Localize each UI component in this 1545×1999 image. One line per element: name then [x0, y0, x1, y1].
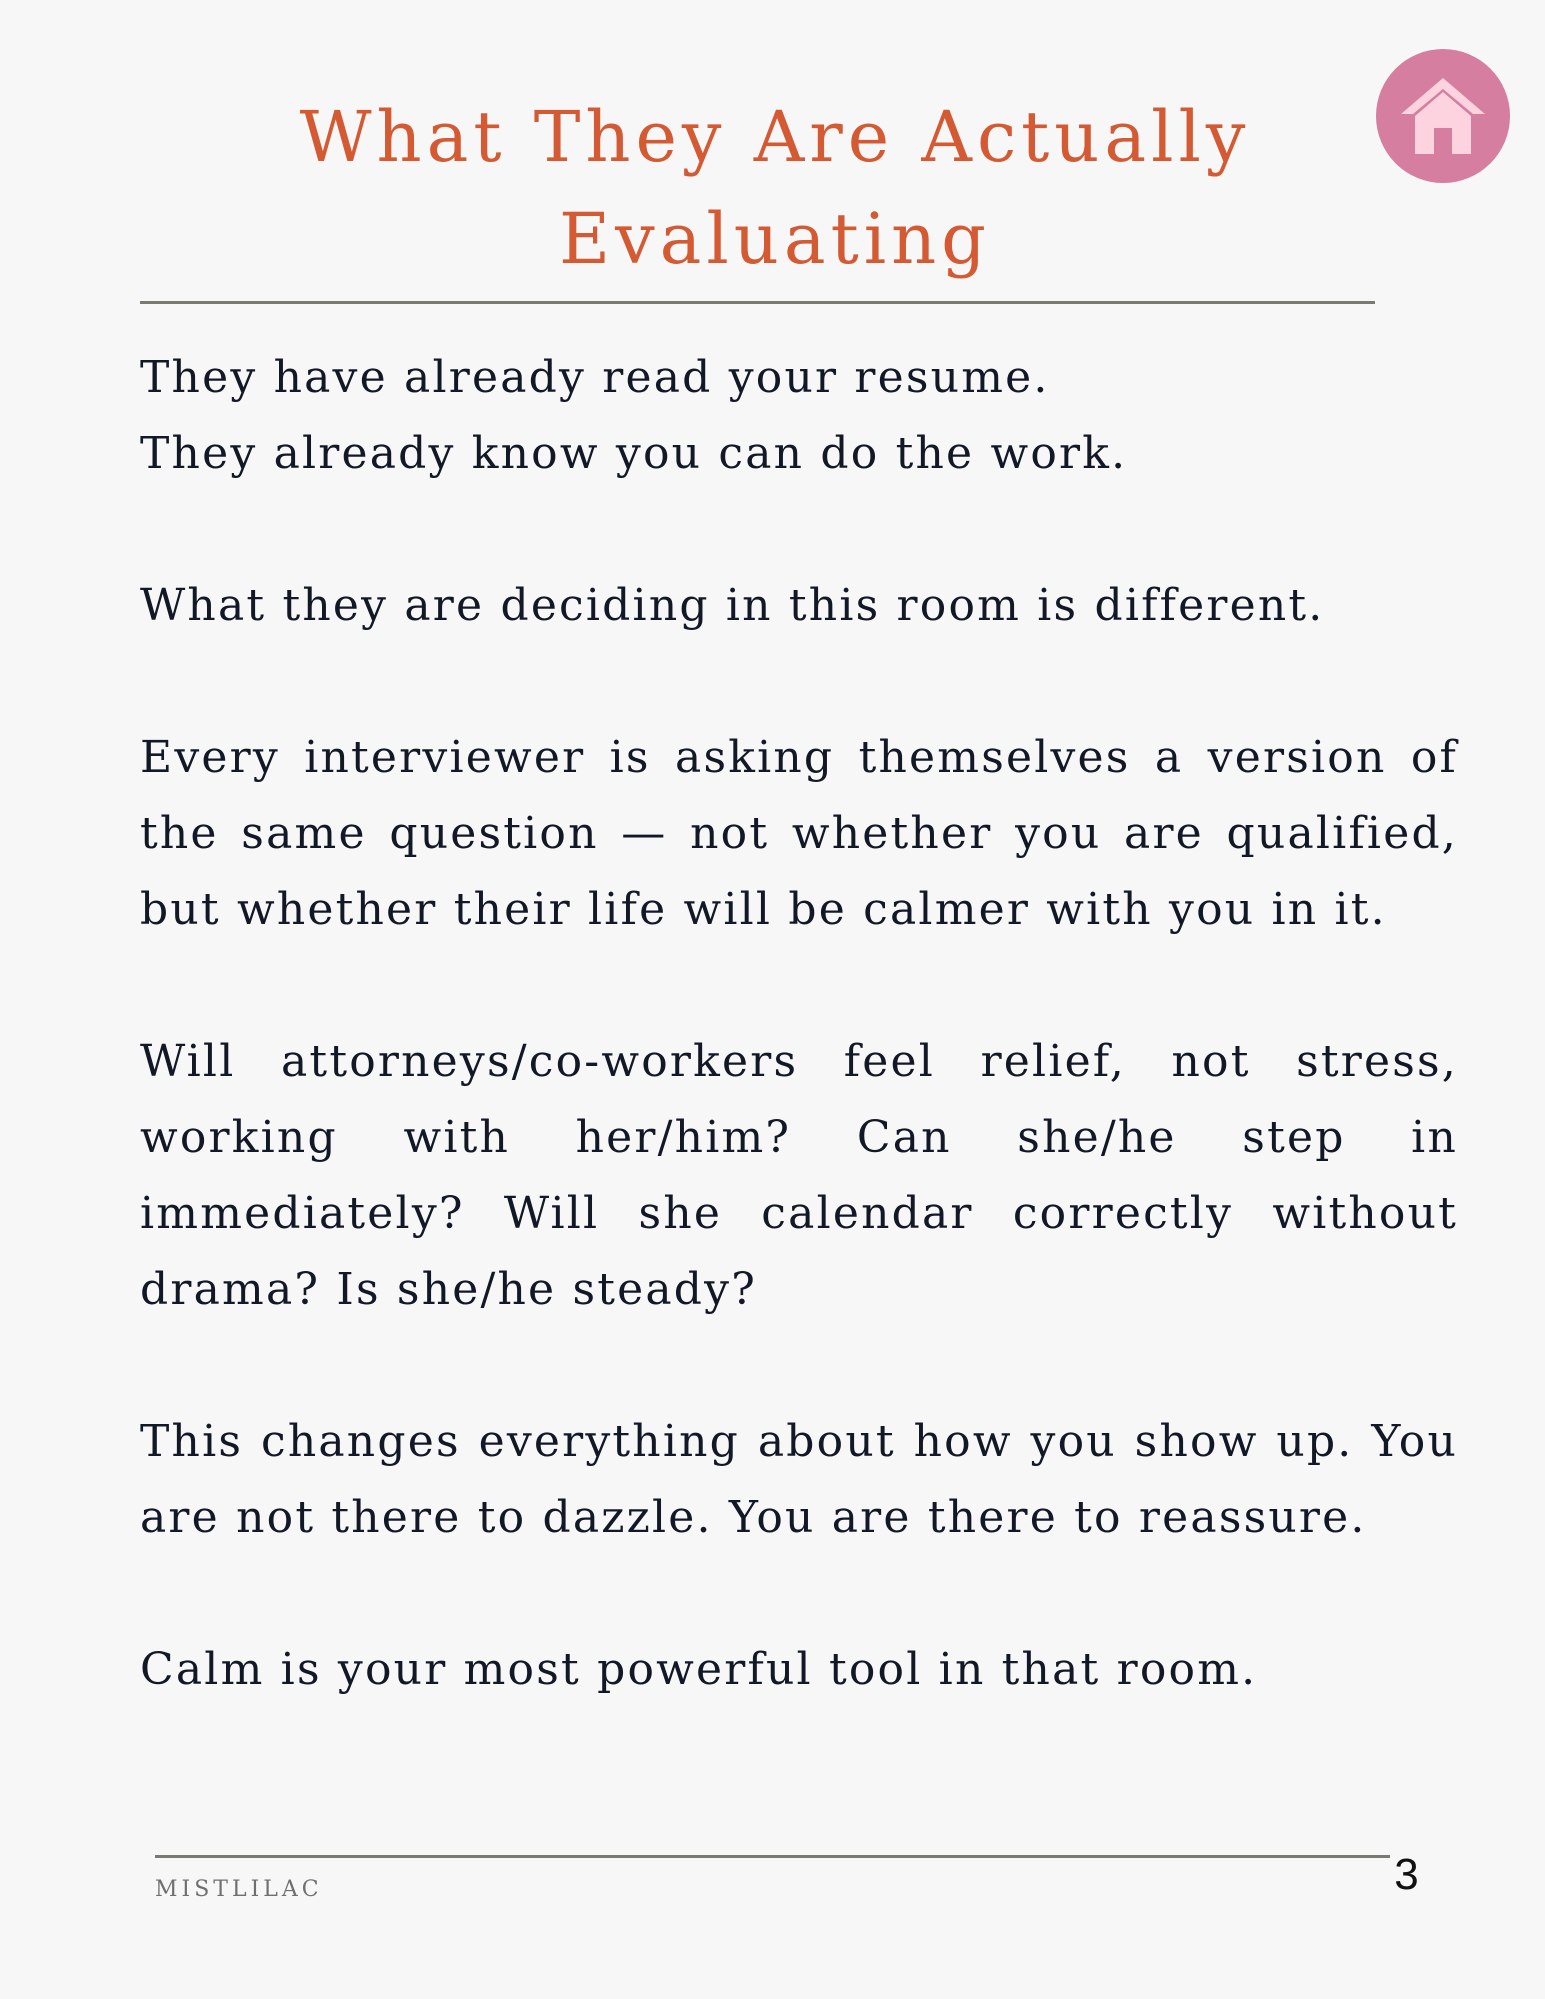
- paragraph-1: [140, 340, 1458, 492]
- footer-divider: [155, 1855, 1390, 1858]
- title-line-1: What They Are Actually: [299, 96, 1251, 178]
- title-divider: [140, 301, 1375, 304]
- paragraph-2: What they are deciding in this room is different.: [140, 580, 1325, 631]
- page-number: 3: [1394, 1850, 1419, 1899]
- paragraph-1-line-2: They already know you can do the work.: [140, 428, 1128, 479]
- paragraph-3: Every interviewer is asking themselves a version of the same question — not whether you are qualified, but whether their life will be calmer with you in it.: [140, 732, 1458, 935]
- home-button[interactable]: [1376, 49, 1510, 183]
- paragraph-6: Calm is your most powerful tool in that room.: [140, 1644, 1258, 1695]
- footer-brand: MISTLILAC: [155, 1877, 323, 1902]
- body-text: [140, 340, 1458, 1784]
- title-line-2: Evaluating: [559, 198, 991, 280]
- paragraph-4: Will attorneys/co-workers feel relief, not stress, working with her/him? Can she/he step in immediately? Will she calendar correctly without drama? Is she/he steady?: [140, 1036, 1458, 1315]
- home-icon: [1401, 78, 1485, 154]
- paragraph-1-line-1: They have already read your resume.: [140, 352, 1050, 403]
- page-title: [140, 86, 1410, 290]
- paragraph-5: This changes everything about how you show up. You are not there to dazzle. You are there to reassure.: [140, 1416, 1458, 1543]
